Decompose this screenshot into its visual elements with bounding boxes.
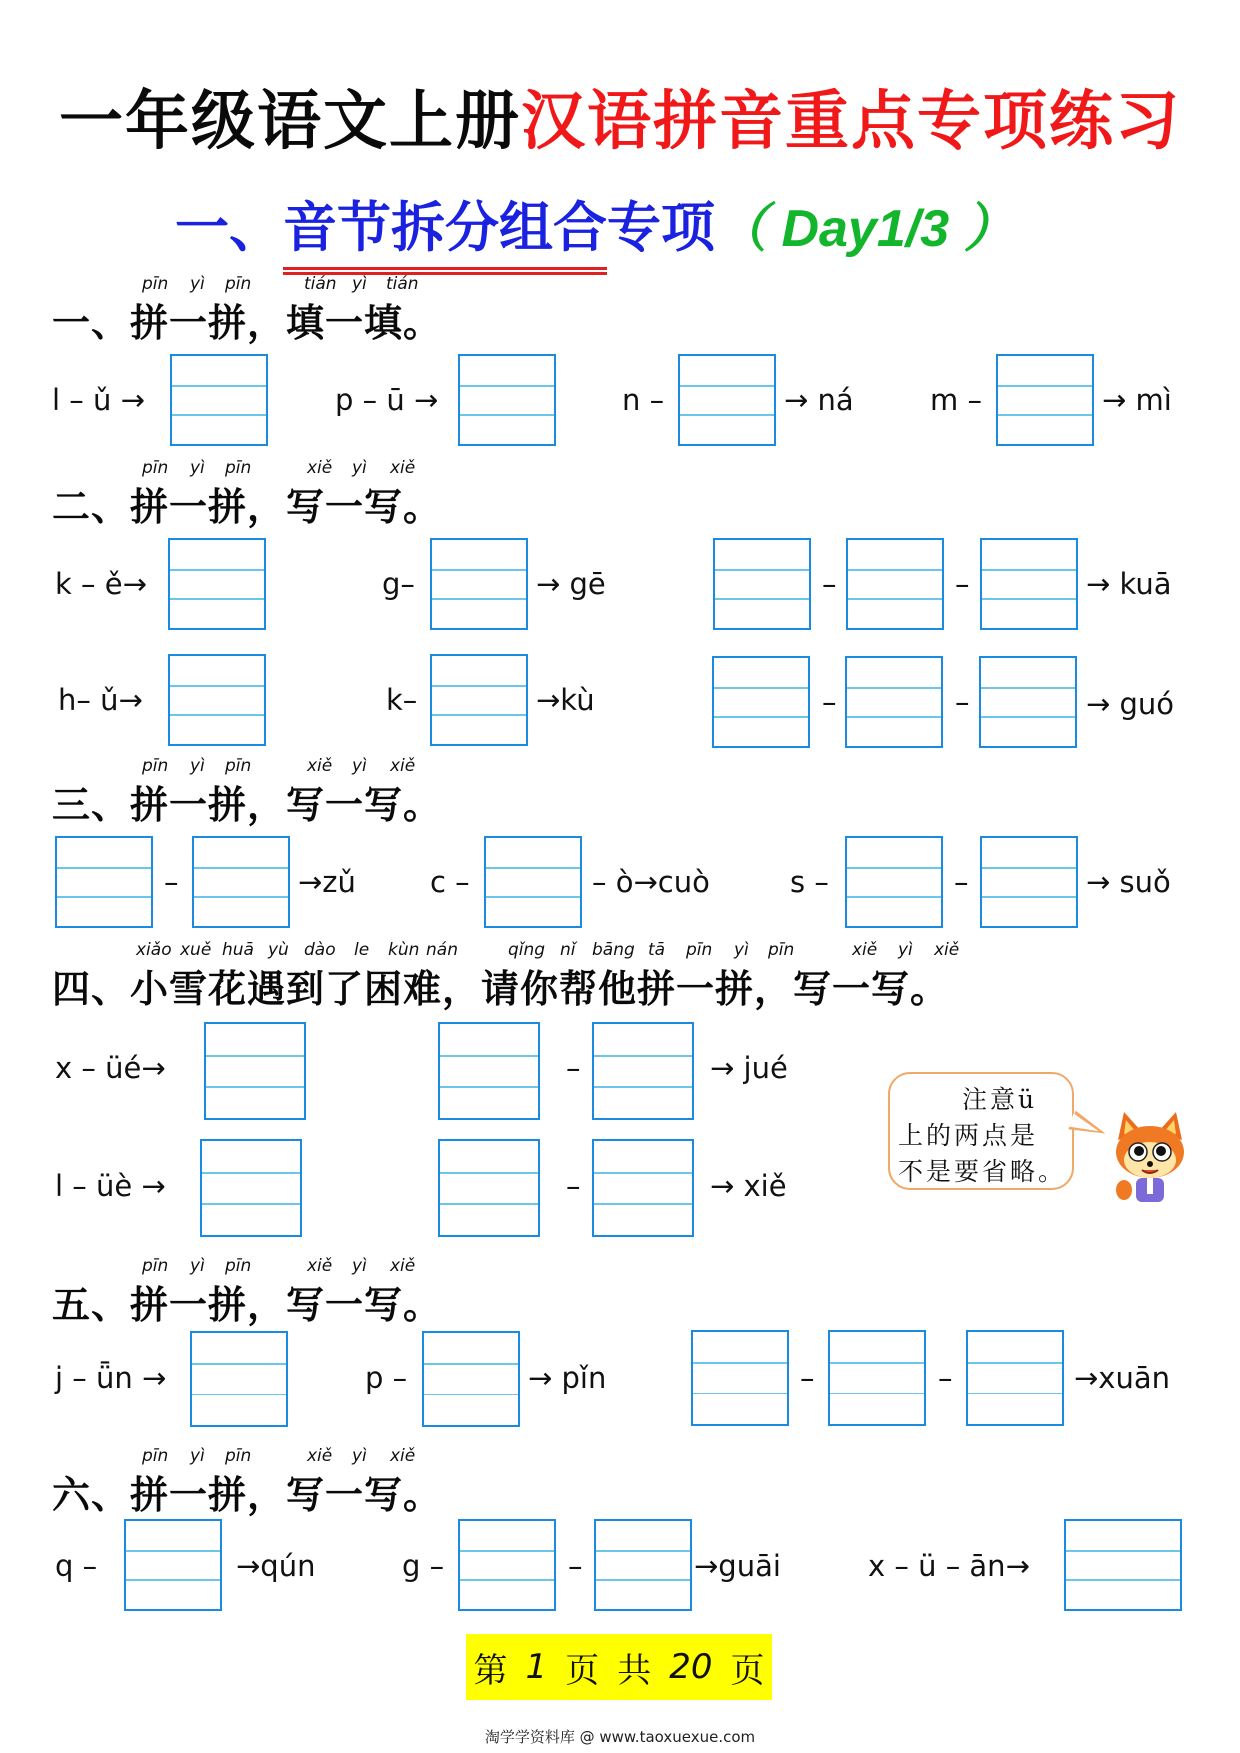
pinyin: yù [268, 940, 289, 960]
answer-box[interactable] [846, 538, 944, 630]
answer-box[interactable] [55, 836, 153, 928]
item-label: g – [402, 1549, 445, 1583]
pinyin: pīn [142, 1256, 169, 1276]
section-heading-text: 二、拼一拼，写一写。 [52, 484, 443, 529]
separator-dash: – [164, 865, 179, 899]
pinyin: pīn [225, 1446, 252, 1466]
answer-box[interactable] [980, 836, 1078, 928]
pinyin: yì [190, 1256, 205, 1276]
item-result: → xiě [710, 1169, 787, 1203]
item-result: →zǔ [298, 865, 356, 899]
pinyin: xiě [390, 756, 416, 776]
pinyin: xuě [180, 940, 212, 960]
item-result: →guāi [694, 1549, 781, 1583]
item-result: – ò→cuò [592, 865, 710, 899]
answer-box[interactable] [828, 1330, 926, 1426]
answer-box[interactable] [430, 654, 528, 746]
pinyin: pīn [768, 940, 795, 960]
pinyin: yì [190, 1446, 205, 1466]
answer-box[interactable] [712, 656, 810, 748]
answer-box[interactable] [845, 836, 943, 928]
item-result: →kù [536, 683, 595, 717]
answer-box[interactable] [438, 1139, 540, 1237]
section-heading-text: 六、拼一拼，写一写。 [52, 1472, 443, 1517]
answer-box[interactable] [592, 1022, 694, 1120]
pinyin: xiě [934, 940, 960, 960]
item-label: g– [382, 567, 415, 601]
answer-box[interactable] [592, 1139, 694, 1237]
tip-line-2: 上的两点是 [898, 1121, 1039, 1150]
pinyin: pīn [142, 1446, 169, 1466]
current-page: 1 [525, 1647, 548, 1687]
pinyin: xiě [390, 1446, 416, 1466]
title-black-part: 一年级语文上册 [59, 84, 521, 159]
separator-dash: – [822, 685, 837, 719]
pinyin: yì [734, 940, 749, 960]
answer-box[interactable] [594, 1519, 692, 1611]
section-heading-text: 五、拼一拼，写一写。 [52, 1282, 443, 1327]
subtitle-suffix: 专项 [607, 195, 715, 259]
footer-watermark: 淘学学资料库 @ www.taoxuexue.com [484, 1728, 756, 1746]
separator-dash: – [955, 567, 970, 601]
item-label: c – [430, 865, 470, 899]
tip-speech-bubble [888, 1072, 1074, 1190]
tip-line-3: 不是要省略。 [898, 1157, 1067, 1186]
answer-box[interactable] [678, 354, 776, 446]
pinyin: yì [190, 756, 205, 776]
pinyin: yì [898, 940, 913, 960]
item-label: l – ǔ → [52, 383, 145, 417]
section-subtitle [175, 185, 1016, 262]
page-prefix: 第 [473, 1650, 508, 1691]
pinyin: yì [352, 1256, 367, 1276]
answer-box[interactable] [980, 538, 1078, 630]
answer-box[interactable] [713, 538, 811, 630]
fox-mascot-icon [1110, 1110, 1190, 1206]
answer-box[interactable] [168, 654, 266, 746]
item-label: n – [622, 383, 665, 417]
pinyin: nán [426, 940, 458, 960]
separator-dash: – [822, 567, 837, 601]
separator-dash: – [955, 685, 970, 719]
item-result: → pǐn [528, 1361, 607, 1395]
answer-box[interactable] [192, 836, 290, 928]
total-pages: 20 [669, 1647, 713, 1687]
pinyin: le [354, 940, 370, 960]
section-heading-text: 一、拼一拼，填一填。 [52, 300, 443, 345]
pinyin: xiě [307, 458, 333, 478]
answer-box[interactable] [168, 538, 266, 630]
item-result: → mì [1102, 383, 1172, 417]
pinyin: xiě [307, 1446, 333, 1466]
answer-box[interactable] [430, 538, 528, 630]
item-result: → ná [784, 383, 854, 417]
tip-line-1: 注意ü [962, 1085, 1038, 1114]
item-label: m – [930, 383, 982, 417]
item-result: →qún [236, 1549, 316, 1583]
pinyin: kùn [388, 940, 420, 960]
pinyin: pīn [225, 756, 252, 776]
item-label: j – ǖn → [55, 1361, 167, 1395]
pinyin: xiě [307, 756, 333, 776]
answer-box[interactable] [845, 656, 943, 748]
pinyin: huā [222, 940, 254, 960]
answer-box[interactable] [200, 1139, 302, 1237]
pinyin: yì [190, 274, 205, 294]
answer-box[interactable] [691, 1330, 789, 1426]
pinyin: yì [352, 274, 367, 294]
pinyin: yì [190, 458, 205, 478]
pinyin: pīn [142, 458, 169, 478]
subtitle-day-label: （ Day1/3 ） [715, 200, 1016, 258]
page-total-label: 共 [617, 1650, 652, 1691]
pinyin: pīn [686, 940, 713, 960]
pinyin: yì [352, 756, 367, 776]
pinyin: tā [648, 940, 666, 960]
worksheet-title [0, 70, 1240, 162]
item-label: p – [365, 1361, 408, 1395]
item-result: → gē [536, 567, 606, 601]
item-result: → suǒ [1086, 865, 1171, 899]
pinyin: nǐ [560, 940, 576, 960]
item-label: s – [790, 865, 829, 899]
pinyin: xiě [390, 458, 416, 478]
page-unit: 页 [565, 1650, 600, 1691]
answer-box[interactable] [422, 1331, 520, 1427]
pinyin: yì [352, 458, 367, 478]
separator-dash: – [954, 865, 969, 899]
pinyin: pīn [225, 274, 252, 294]
separator-dash: – [800, 1361, 815, 1395]
answer-box[interactable] [124, 1519, 222, 1611]
pinyin: tián [386, 274, 419, 294]
title-red-part: 汉语拼音重点专项练习 [521, 84, 1181, 159]
separator-dash: – [566, 1051, 581, 1085]
page-unit: 页 [730, 1650, 765, 1691]
answer-box[interactable] [170, 354, 268, 446]
pinyin: pīn [225, 1256, 252, 1276]
pinyin: yì [352, 1446, 367, 1466]
section-heading-text: 三、拼一拼，写一写。 [52, 782, 443, 827]
pinyin: bāng [592, 940, 635, 960]
answer-box[interactable] [458, 1519, 556, 1611]
pinyin: tián [304, 274, 337, 294]
answer-box[interactable] [979, 656, 1077, 748]
item-label: x – üé→ [55, 1051, 166, 1085]
pinyin: pīn [142, 756, 169, 776]
answer-box[interactable] [204, 1022, 306, 1120]
pinyin: xiě [390, 1256, 416, 1276]
separator-dash: – [938, 1361, 953, 1395]
item-label: h– ǔ→ [58, 683, 143, 717]
answer-box[interactable] [438, 1022, 540, 1120]
subtitle-prefix: 一、 [175, 195, 283, 259]
item-label: q – [55, 1549, 98, 1583]
item-result: → jué [710, 1051, 788, 1085]
answer-box[interactable] [190, 1331, 288, 1427]
pinyin: xiě [852, 940, 878, 960]
item-label: p – ū → [335, 383, 439, 417]
item-result: → guó [1086, 687, 1175, 721]
answer-box[interactable] [484, 836, 582, 928]
pinyin: pīn [225, 458, 252, 478]
pinyin: qǐng [508, 940, 546, 960]
answer-box[interactable] [966, 1330, 1064, 1426]
pinyin: pīn [142, 274, 169, 294]
pinyin: xiǎo [136, 940, 172, 960]
section-heading-text: 四、小雪花遇到了困难，请你帮他拼一拼，写一写。 [52, 966, 950, 1011]
separator-dash: – [566, 1169, 581, 1203]
answer-box[interactable] [458, 354, 556, 446]
item-label: x – ü – ān→ [868, 1549, 1030, 1583]
item-result: →xuān [1074, 1361, 1170, 1395]
separator-dash: – [568, 1549, 583, 1583]
item-label: k – ě→ [55, 567, 147, 601]
page-indicator [466, 1634, 772, 1700]
pinyin: xiě [307, 1256, 333, 1276]
item-label: k– [386, 683, 418, 717]
subtitle-underlined: 音节拆分组合 [283, 185, 607, 262]
answer-box[interactable] [1064, 1519, 1182, 1611]
pinyin: dào [304, 940, 336, 960]
answer-box[interactable] [996, 354, 1094, 446]
item-label: l – üè → [55, 1169, 166, 1203]
item-result: → kuā [1086, 567, 1172, 601]
